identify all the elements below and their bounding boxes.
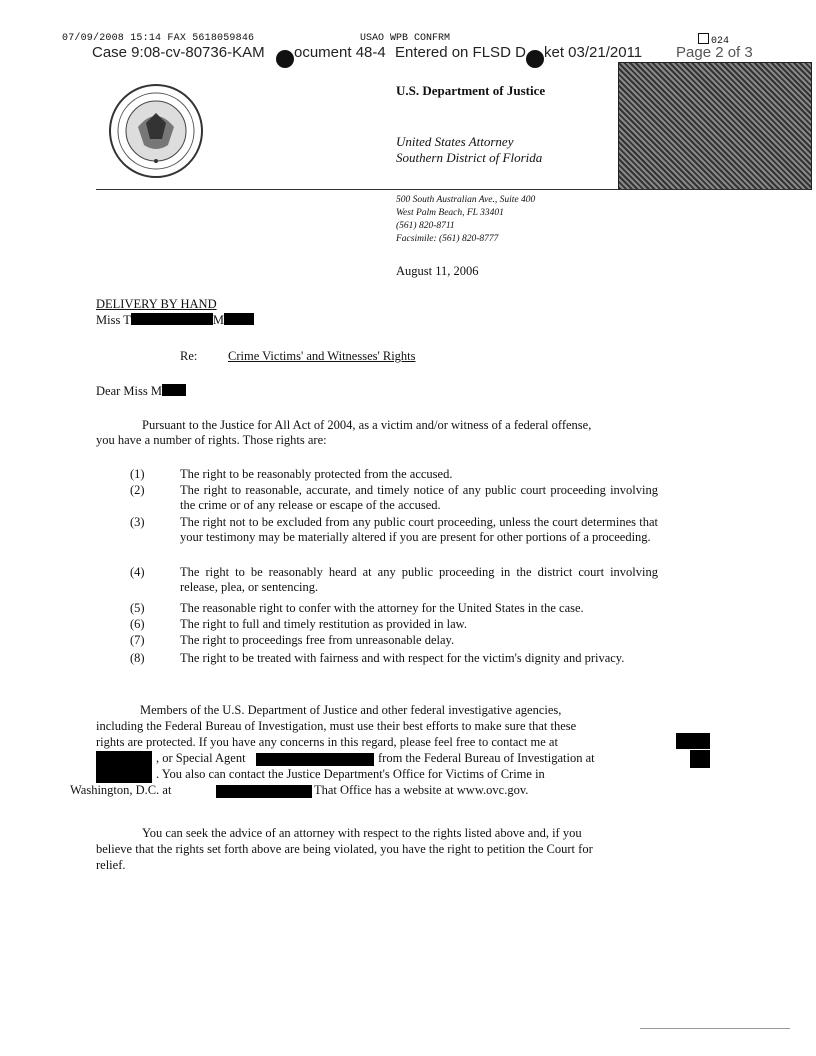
delivery-method: DELIVERY BY HAND — [96, 297, 217, 311]
intro-line-1: Pursuant to the Justice for All Act of 2004, as a victim and/or witness of a federal offense, — [142, 418, 592, 432]
paragraph2-line-5: . You also can contact the Justice Department's Office for Victims of Crime in — [156, 767, 545, 781]
right-text: The right to reasonable, accurate, and timely notice of any public court proceeding involving the crime or of any release or escape of the accused. — [180, 483, 658, 512]
paragraph3-line-3: relief. — [96, 858, 126, 872]
letter-date: August 11, 2006 — [396, 264, 479, 278]
fax-page-number: 024 — [711, 36, 730, 47]
paragraph2-line-3: rights are protected. If you have any concerns in this regard, please feel free to contact me at — [96, 735, 558, 749]
right-text: The right to full and timely restitution as provided in law. — [180, 617, 467, 631]
right-text: The right not to be excluded from any public court proceeding, unless the court determines that your testimony may be materially altered if you are present for other portions of a proceeding. — [180, 515, 658, 544]
paragraph2-line-1: Members of the U.S. Department of Justice and other federal investigative agencies, — [140, 703, 562, 717]
re-label: Re: — [180, 349, 198, 363]
redaction-bar — [216, 785, 312, 798]
right-number: (4) — [130, 565, 145, 579]
fax-datetime: 07/09/2008 15:14 FAX 5618059846 — [62, 33, 255, 44]
letterhead-rule — [96, 189, 808, 190]
right-number: (8) — [130, 651, 145, 665]
paragraph2-line-2: including the Federal Bureau of Investigation, must use their best efforts to make sure that these — [96, 719, 577, 733]
right-text: The right to be reasonably protected from the accused. — [180, 467, 453, 481]
subject-title: Crime Victims' and Witnesses' Rights — [228, 349, 416, 363]
redaction-bar — [256, 753, 374, 766]
redaction-bar — [162, 384, 186, 396]
redacted-block — [618, 62, 812, 190]
doj-seal-icon — [108, 83, 204, 179]
punch-hole-mark — [276, 50, 294, 68]
right-number: (5) — [130, 601, 145, 615]
salutation — [96, 384, 186, 399]
right-number: (3) — [130, 515, 145, 529]
redaction-bar — [224, 313, 254, 325]
redaction-bar — [131, 313, 213, 325]
punch-hole-mark — [526, 50, 544, 68]
office-line-1: United States Attorney — [396, 134, 514, 149]
recipient-name — [96, 313, 254, 328]
paragraph2-line-6a: Washington, D.C. at — [70, 783, 172, 797]
phone-number: (561) 820-8711 — [396, 221, 455, 231]
intro-line-2: you have a number of rights. Those rights are: — [96, 433, 327, 447]
paragraph2-line-6b: That Office has a website at www.ovc.gov. — [314, 783, 529, 797]
right-number: (7) — [130, 633, 145, 647]
paragraph2-line-4a: , or Special Agent — [156, 751, 246, 765]
case-number: Case 9:08-cv-80736-KAM — [92, 44, 265, 61]
paragraph3-line-2: believe that the rights set forth above are being violated, you have the right to petition the Court for — [96, 842, 593, 856]
docket-date: ket 03/21/2011 — [544, 44, 643, 61]
document-number: ocument 48-4 — [294, 44, 386, 61]
paragraph2-line-4b: from the Federal Bureau of Investigation at — [378, 751, 595, 765]
recipient-name-prefix: Miss T — [96, 313, 131, 327]
scan-artifact-line — [640, 1028, 790, 1029]
salutation-text: Dear Miss M — [96, 384, 162, 398]
page-count: Page 2 of 3 — [676, 44, 753, 61]
right-number: (1) — [130, 467, 145, 481]
redaction-bar — [96, 751, 152, 783]
right-text: The reasonable right to confer with the attorney for the United States in the case. — [180, 601, 584, 615]
right-text: The right to be treated with fairness and with respect for the victim's dignity and privacy. — [180, 651, 625, 665]
agency-name: U.S. Department of Justice — [396, 83, 546, 98]
address-line-1: 500 South Australian Ave., Suite 400 — [396, 195, 536, 205]
right-number: (6) — [130, 617, 145, 631]
fax-icon — [698, 33, 709, 44]
redaction-bar — [690, 750, 710, 768]
address-line-2: West Palm Beach, FL 33401 — [396, 208, 504, 218]
entered-label: Entered on FLSD D — [395, 44, 526, 61]
right-text: The right to be reasonably heard at any public proceeding in the district court involving release, plea, or sentencing. — [180, 565, 658, 594]
office-line-2: Southern District of Florida — [396, 150, 543, 165]
right-number: (2) — [130, 483, 145, 497]
redaction-bar — [676, 733, 710, 749]
recipient-name-mid: M — [212, 313, 224, 327]
paragraph3-line-1: You can seek the advice of an attorney with respect to the rights listed above and, if you — [142, 826, 582, 840]
right-text: The right to proceedings free from unreasonable delay. — [180, 633, 455, 647]
facsimile-number: Facsimile: (561) 820-8777 — [396, 234, 499, 244]
fax-sender: USAO WPB CONFRM — [360, 33, 451, 44]
